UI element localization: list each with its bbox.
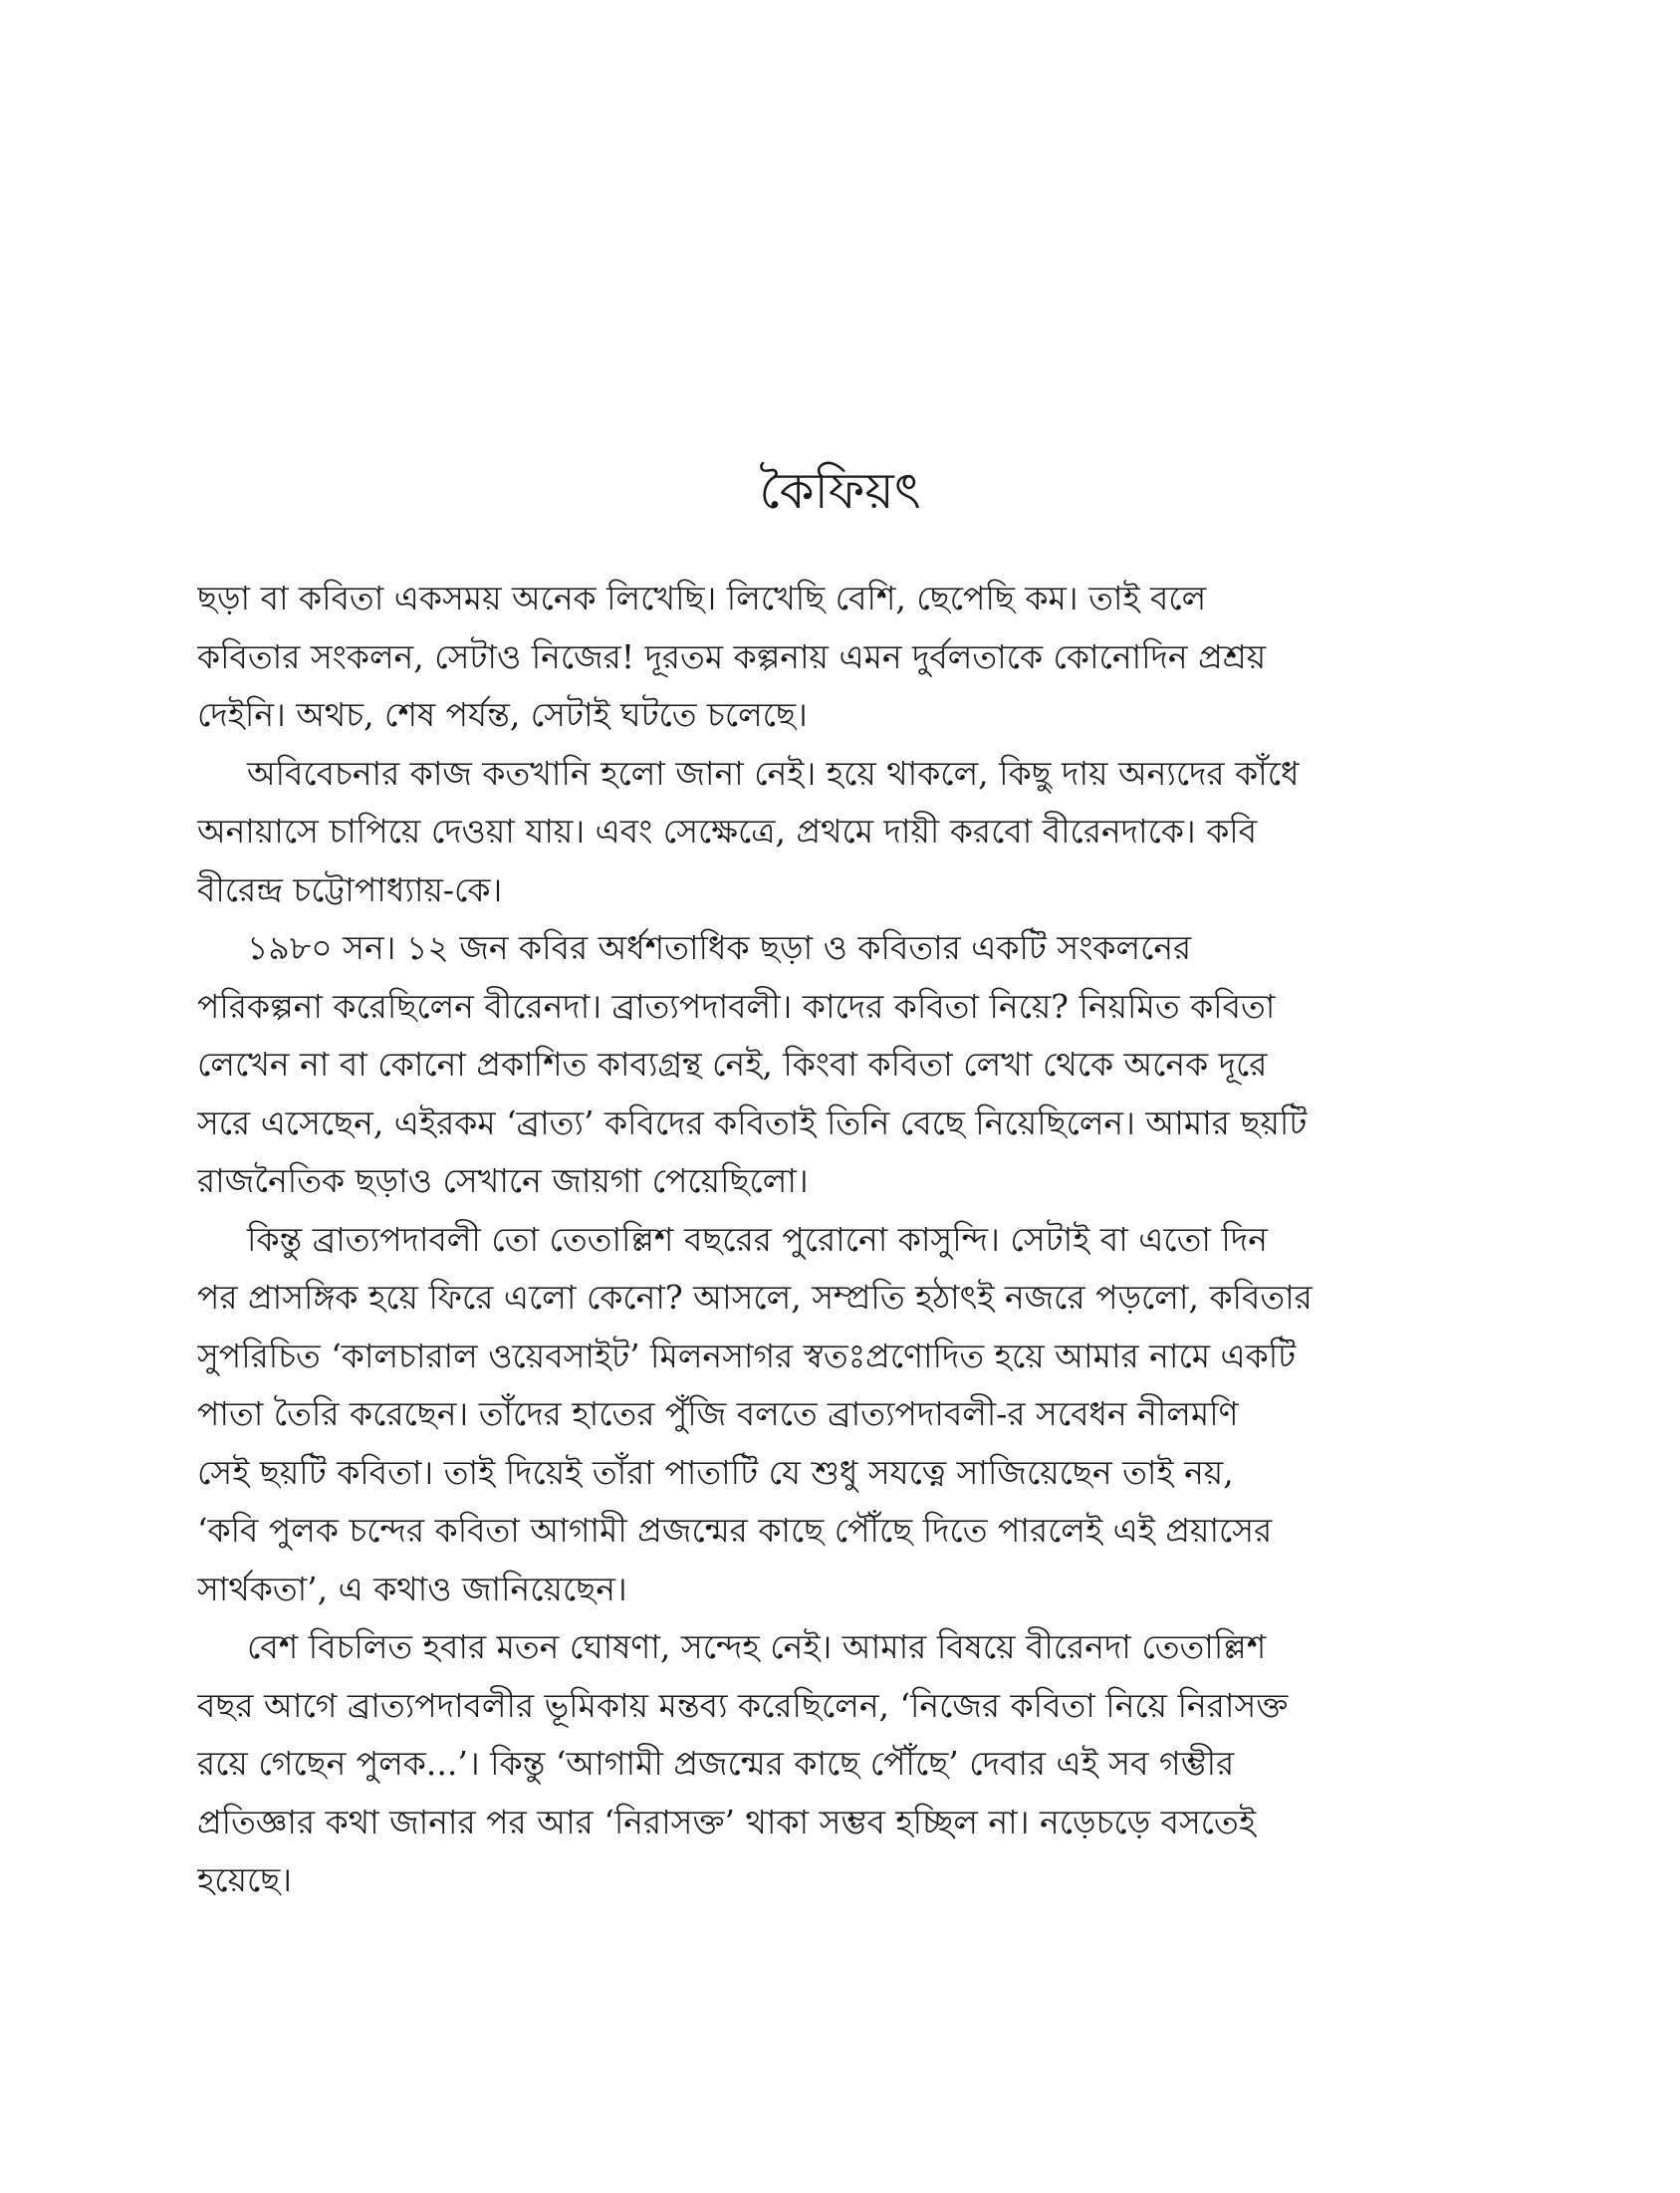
text-line: রয়ে গেছেন পুলক...’। কিন্তু ‘আগামী প্রজন্মের কাছে পৌঁছে’ দেবার এই সব গম্ভীর [197, 1744, 1235, 1783]
text-line: সুপরিচিত ‘কালচারাল ওয়েবসাইট’ মিলনসাগর স্বতঃপ্রণোদিত হয়ে আমার নামে একটি [197, 1336, 1297, 1375]
text-line: হয়েছে। [197, 1860, 293, 1899]
text-line: সেই ছয়টি কবিতা। তাই দিয়েই তাঁরা পাতাটি যে শুধু সযত্নে সাজিয়েছেন তাই নয়, [197, 1452, 1234, 1492]
text-line: অবিবেচনার কাজ কতখানি হলো জানা নেই। হয়ে থাকলে, কিছু দায় অন্যদের কাঁধে [247, 753, 1300, 793]
text-line: পর প্রাসঙ্গিক হয়ে ফিরে এলো কেনো? আসলে, সম্প্রতি হঠাৎই নজরে পড়লো, কবিতার [197, 1278, 1313, 1317]
paragraph-1 [197, 570, 1482, 745]
text-line: পাতা তৈরি করেছেন। তাঁদের হাতের পুঁজি বলতে ব্রাত্যপদাবলী-র সবেধন নীলমণি [197, 1394, 1239, 1433]
text-line: কবিতার সংকলন, সেটাও নিজের! দূরতম কল্পনায় এমন দুর্বলতাকে কোনোদিন প্রশ্রয় [197, 636, 1267, 676]
text-line: প্রতিজ্ঞার কথা জানার পর আর ‘নিরাসক্ত’ থাকা সম্ভব হচ্ছিল না। নড়েচড়ে বসতেই [197, 1802, 1256, 1841]
paragraph-3 [197, 919, 1482, 1211]
text-line: বীরেন্দ্র চট্টোপাধ্যায়-কে। [197, 869, 503, 909]
text-line: সার্থকতা’, এ কথাও জানিয়েছেন। [197, 1569, 627, 1608]
paragraph-5 [197, 1618, 1482, 1910]
text-line: অনায়াসে চাপিয়ে দেওয়া যায়। এবং সেক্ষেত্রে, প্রথমে দায়ী করবো বীরেনদাকে। কবি [197, 812, 1258, 851]
text-line: ছড়া বা কবিতা একসময় অনেক লিখেছি। লিখেছি বেশি, ছেপেছি কম। তাই বলে [197, 579, 1207, 617]
text-line: ১৯৮০ সন। ১২ জন কবির অর্ধশতাধিক ছড়া ও কবিতার একটি সংকলনের [247, 928, 1192, 967]
text-line: পরিকল্পনা করেছিলেন বীরেনদা। ব্রাত্যপদাবলী। কাদের কবিতা নিয়ে? নিয়মিত কবিতা [197, 986, 1276, 1026]
paragraph-4 [197, 1211, 1482, 1619]
text-line: দেইনি। অথচ, শেষ পর্যন্ত, সেটাই ঘটতে চলেছে। [197, 695, 808, 734]
text-line: বেশ বিচলিত হবার মতন ঘোষণা, সন্দেহ নেই। আমার বিষয়ে বীরেনদা তেতাল্লিশ [247, 1627, 1267, 1666]
body-text [197, 570, 1482, 1910]
page-title: কৈফিয়ৎ [759, 462, 921, 520]
text-line: লেখেন না বা কোনো প্রকাশিত কাব্যগ্রন্থ নেই, কিংবা কবিতা লেখা থেকে অনেক দূরে [197, 1045, 1268, 1084]
text-line: কিন্তু ব্রাত্যপদাবলী তো তেতাল্লিশ বছরের পুরোনো কাসুন্দি। সেটাই বা এতো দিন [247, 1219, 1268, 1259]
text-line: রাজনৈতিক ছড়াও সেখানে জায়গা পেয়েছিলো। [197, 1161, 809, 1200]
paragraph-2 [197, 745, 1482, 920]
text-line: সরে এসেছেন, এইরকম ‘ব্রাত্য’ কবিদের কবিতাই তিনি বেছে নিয়েছিলেন। আমার ছয়টি [197, 1102, 1308, 1142]
text-line: বছর আগে ব্রাত্যপদাবলীর ভূমিকায় মন্তব্য করেছিলেন, ‘নিজের কবিতা নিয়ে নিরাসক্ত [197, 1685, 1289, 1725]
text-line: ‘কবি পুলক চন্দের কবিতা আগামী প্রজন্মের কাছে পৌঁছে দিতে পারলেই এই প্রয়াসের [197, 1511, 1273, 1550]
